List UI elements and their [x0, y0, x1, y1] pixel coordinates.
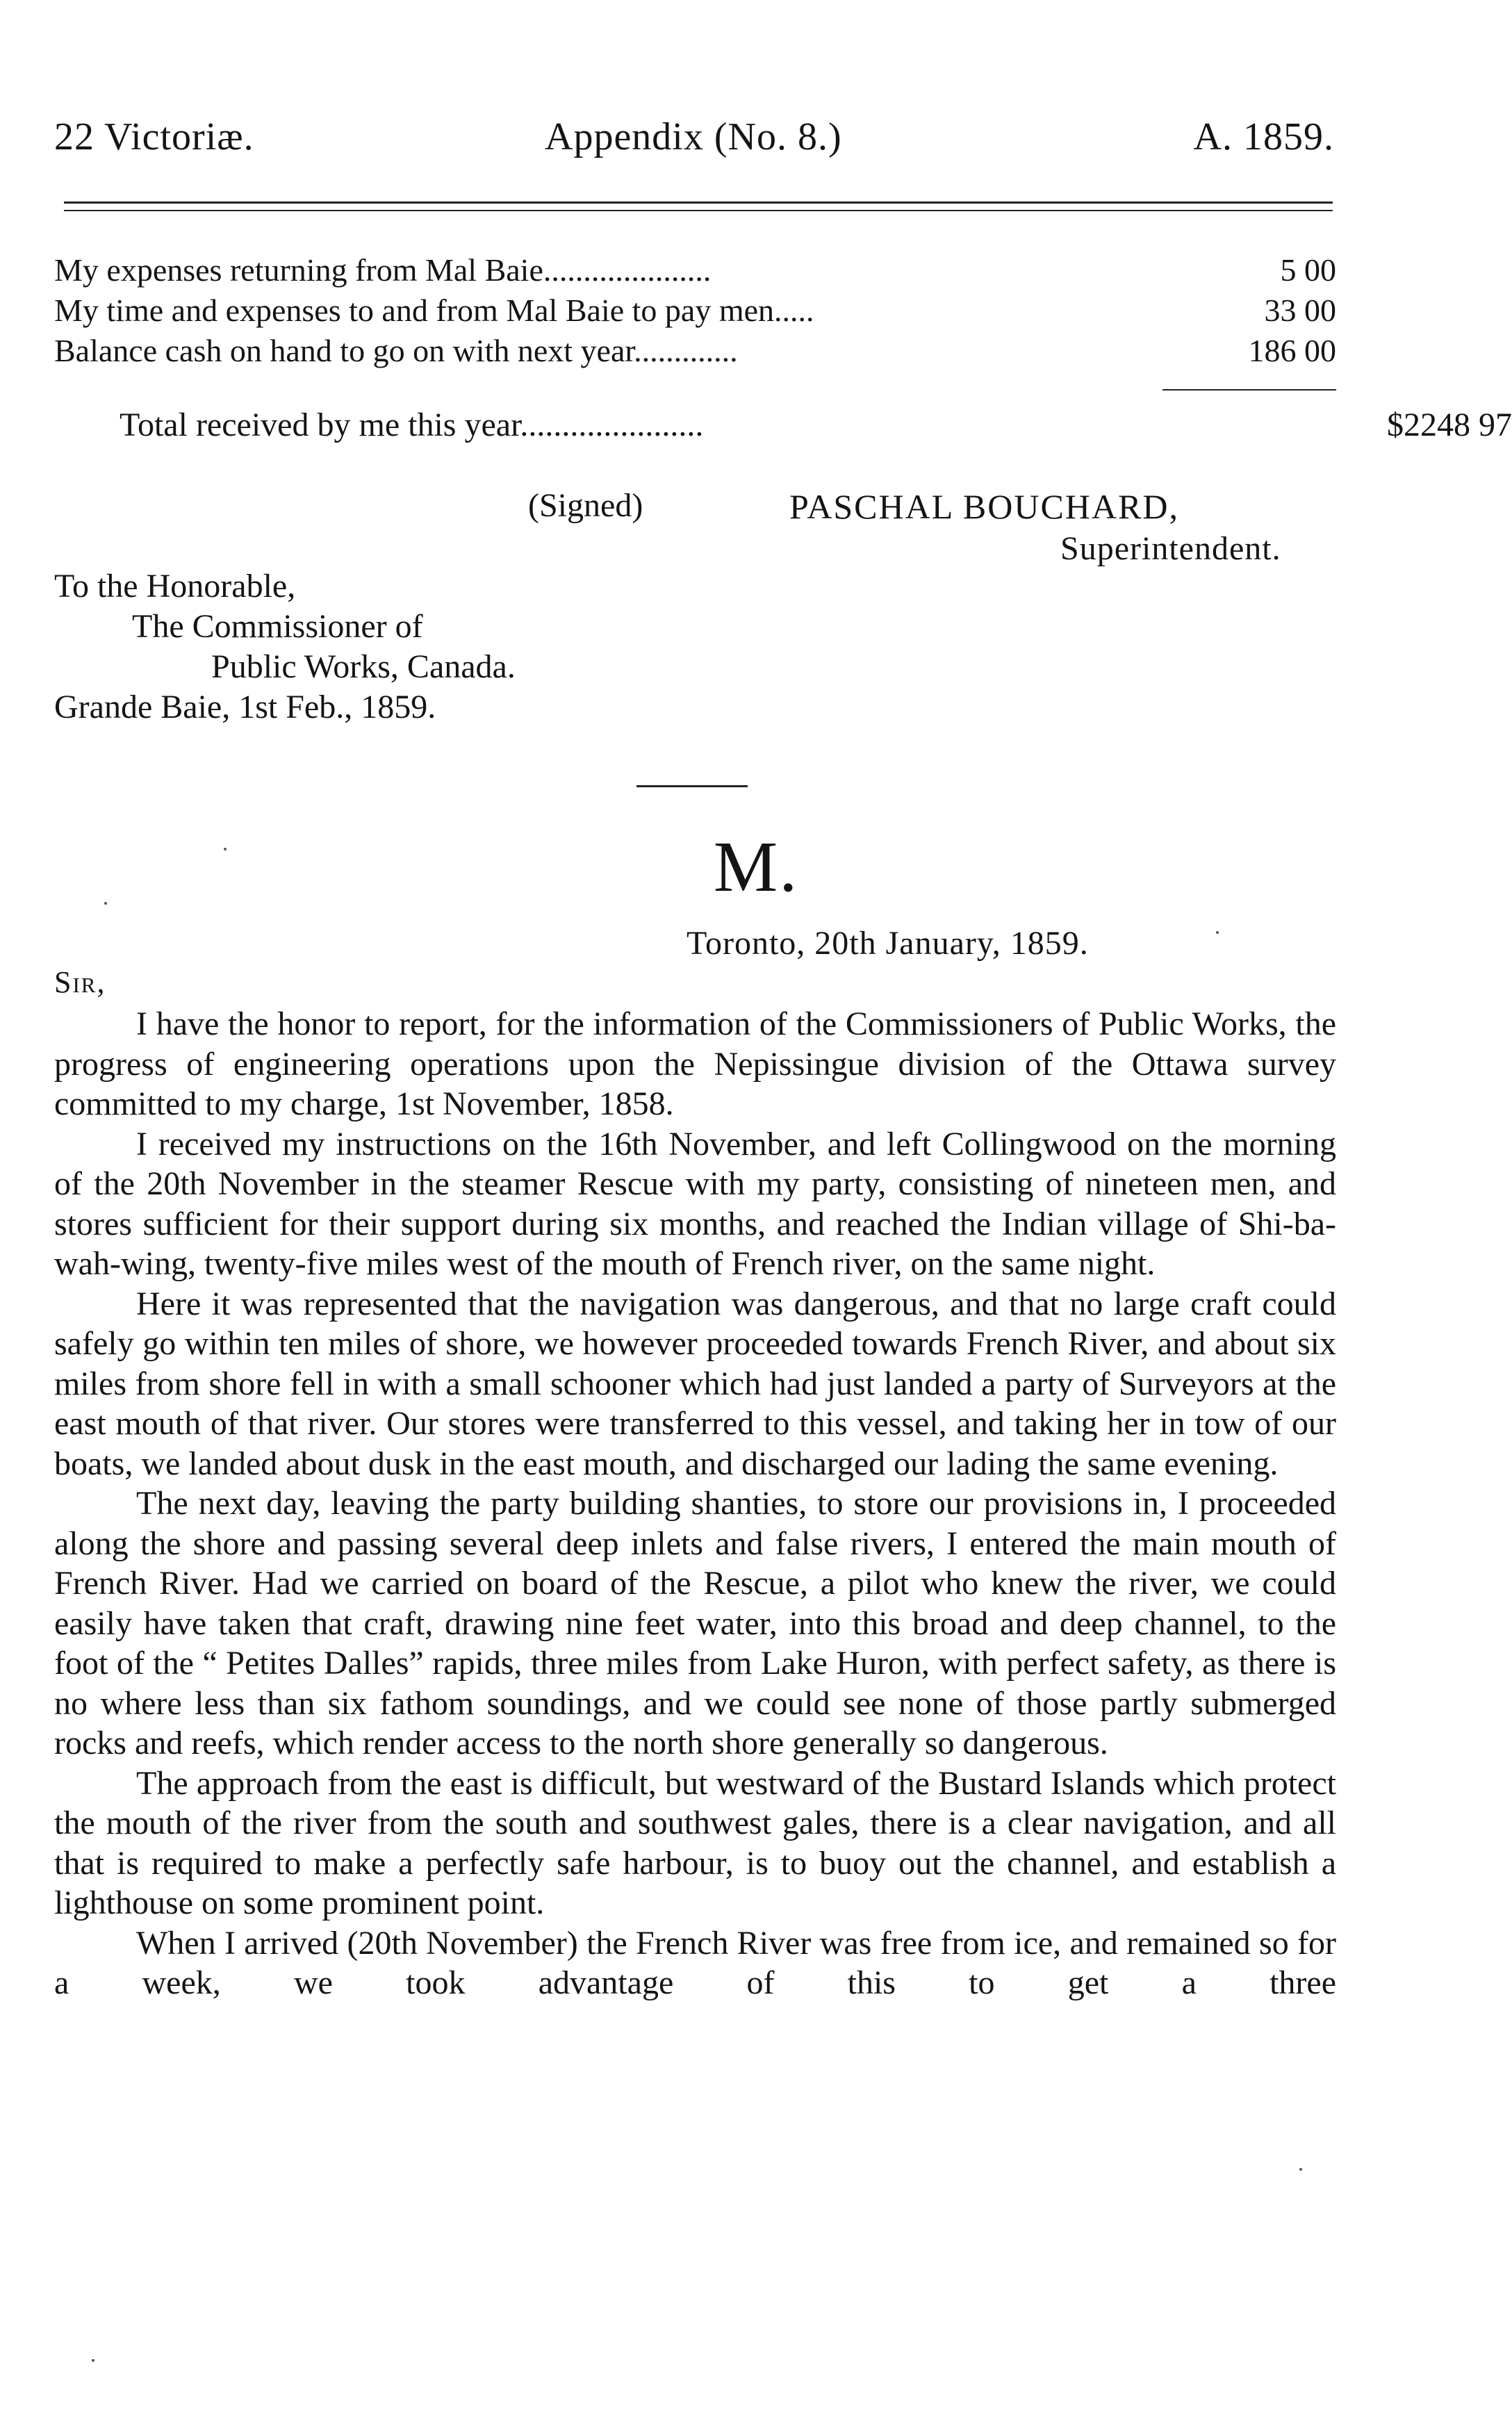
address-line: Public Works, Canada. [211, 648, 516, 685]
ledger-row [54, 250, 1336, 290]
section-divider [636, 785, 748, 787]
expense-ledger [54, 250, 1336, 371]
paragraph: The next day, leaving the party building shanties, to store our provisions in, I proceeded along the shore and passing several deep inlets and false rivers, I entered the main mouth of French River. Had we carried on board of the Rescue, a pilot who knew the river, we could easily have taken that craft, drawing nine feet water, into this broad and deep channel, to the foot of the “ Petites Dalles” rapids, three miles from Lake Huron, with perfect safety, as there is no where less than six fathom soundings, and we could see none of those partly submerged rocks and reefs, which render access to the north shore generally so dangerous. [54, 1485, 1336, 1761]
ledger-description: My time and expenses to and from Mal Baie to pay men..... [54, 293, 814, 328]
header-session: 22 Victoriæ. [54, 115, 254, 158]
paragraph: I received my instructions on the 16th November, and left Collingwood on the morning of the 20th November in the steamer Rescue with my party, consisting of nineteen men, and stores sufficient for their support during six months, and reached the Indian village of Shi-ba-wah-wing, twenty-five miles west of the mouth of French river, on the same night. [54, 1125, 1336, 1282]
ledger-amount: 186 00 [1248, 333, 1336, 368]
sum-rule [1162, 389, 1336, 391]
ledger-row [54, 290, 1336, 331]
address-line: To the Honorable, [54, 568, 296, 605]
signatory-title: Superintendent. [1060, 530, 1281, 567]
running-header [54, 115, 1334, 170]
ledger-amount: 33 00 [1264, 293, 1336, 328]
letter-body [54, 1004, 1336, 2003]
total-description: Total received by me this year...................... [120, 406, 704, 443]
letter-salutation: Sir, [54, 965, 106, 999]
ledger-description: Balance cash on hand to go on with next year............. [54, 333, 738, 368]
paragraph: I have the honor to report, for the information of the Commissioners of Public Works, the progress of engineering operations upon the Nepissingue division of the Ottawa survey committed to my charge, 1st November, 1858. [54, 1005, 1336, 1122]
header-rule [64, 202, 1333, 211]
address-place-date: Grande Baie, 1st Feb., 1859. [54, 689, 436, 725]
paragraph: When I arrived (20th November) the French River was free from ice, and remained so for a week, we took advantage of this to get a three [54, 1924, 1336, 2001]
address-line: The Commissioner of [132, 608, 423, 645]
ledger-row [54, 331, 1336, 371]
ledger-description: My expenses returning from Mal Baie..................... [54, 252, 712, 288]
signatory-name: PASCHAL BOUCHARD, [789, 487, 1179, 526]
paragraph: The approach from the east is difficult, but westward of the Bustard Islands which protect the mouth of the river from the south and southwest gales, there is a clear navigation, and all that is required to make a perfectly safe harbour, is to buoy out the channel, and establish a lighthouse on some prominent point. [54, 1764, 1336, 1921]
header-year: A. 1859. [1193, 115, 1334, 158]
ledger-amount: 5 00 [1280, 252, 1336, 288]
signed-label: (Signed) [528, 487, 643, 524]
letter-dateline: Toronto, 20th January, 1859. [687, 925, 1089, 962]
section-heading: M. [713, 827, 799, 907]
header-appendix: Appendix (No. 8.) [545, 115, 842, 158]
address-block [54, 566, 516, 728]
total-amount: $2248 97 [1387, 406, 1512, 443]
ledger-total [120, 403, 1512, 447]
paragraph: Here it was represented that the navigation was dangerous, and that no large craft could safely go within ten miles of shore, we however proceeded towards French River, and about six miles from shore fell in with a small schooner which had just landed a party of Surveyors at the east mouth of that river. Our stores were transferred to this vessel, and taking her in tow of our boats, we landed about dusk in the east mouth, and discharged our lading the same evening. [54, 1285, 1336, 1482]
